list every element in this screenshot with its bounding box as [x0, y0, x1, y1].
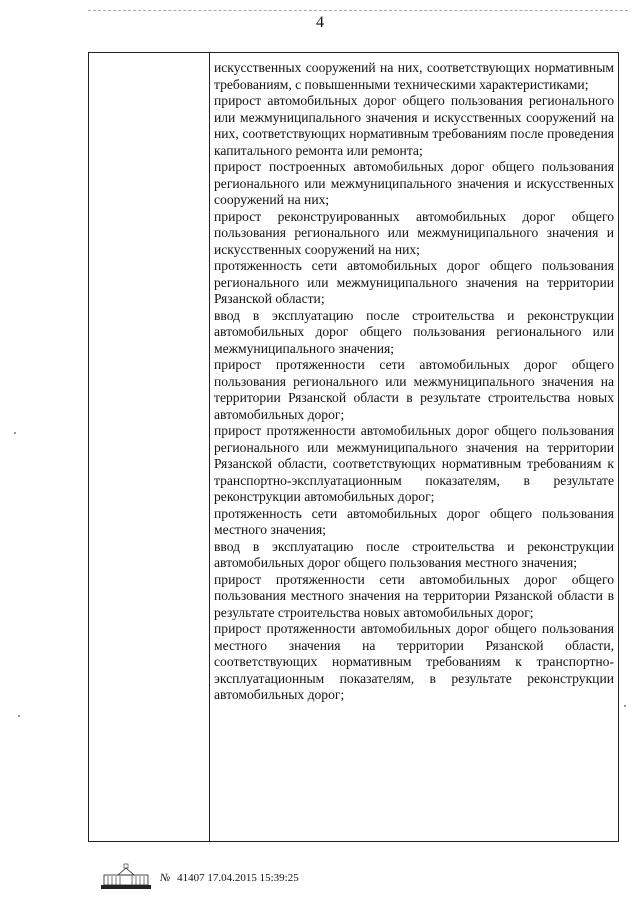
scan-speck [14, 432, 16, 434]
list-item: прирост построенных автомобильных дорог общего пользования регионального или межмуниципального значения и искусственных сооружений на них; [214, 159, 614, 207]
footer [98, 862, 498, 892]
list-item: ввод в эксплуатацию после строительства и реконструкции автомобильных дорог общего пользования местного значения; [214, 538, 614, 570]
list-item: прирост протяженности автомобильных дорог общего пользования регионального или межмуниципального значения на территории Рязанской области, соответствующих нормативным требованиям к транспортно-эксплуатационным показателям, в результате реконструкции автомобильных дорог; [214, 423, 614, 504]
registration-stamp [160, 872, 299, 884]
list-item: прирост автомобильных дорог общего пользования регионального или межмуниципального значения и искусственных сооружений на них, соответствующих нормативным требованиям после проведения капитального ремонта или ремонта; [214, 93, 614, 158]
page-number: 4 [316, 14, 324, 31]
list-item: искусственных сооружений на них, соответствующих нормативным требованиям, с повышенными техническими характеристиками; [214, 60, 614, 92]
doc-datetime: 17.04.2015 15:39:25 [207, 872, 299, 884]
building-logo-icon [98, 862, 154, 890]
table-left-cell [89, 53, 210, 841]
table-right-cell [210, 53, 618, 841]
list-item: прирост протяженности сети автомобильных дорог общего пользования регионального или межмуниципального значения на территории Рязанской области в результате строительства новых автомобильных дорог; [214, 357, 614, 422]
top-dashed-rule [88, 10, 628, 11]
number-sign: № [160, 872, 171, 884]
list-item: прирост протяженности автомобильных дорог общего пользования местного значения на территории Рязанской области, соответствующих нормативным требованиям к транспортно-эксплуатационным показателям, в результате реконструкции автомобильных дорог; [214, 621, 614, 702]
document-table [88, 52, 619, 842]
list-item: протяженность сети автомобильных дорог общего пользования регионального или межмуниципального значения на территории Рязанской области; [214, 258, 614, 306]
doc-number: 41407 [177, 872, 205, 884]
list-item: протяженность сети автомобильных дорог общего пользования местного значения; [214, 505, 614, 537]
scan-speck [18, 715, 20, 717]
scan-speck [624, 705, 626, 707]
list-item: прирост протяженности сети автомобильных дорог общего пользования местного значения на территории Рязанской области в результате строительства новых автомобильных дорог; [214, 571, 614, 620]
list-item: ввод в эксплуатацию после строительства и реконструкции автомобильных дорог общего пользования регионального или межмуниципального значения; [214, 307, 614, 356]
list-item: прирост реконструированных автомобильных дорог общего пользования регионального или межмуниципального значения и искусственных сооружений на них; [214, 208, 614, 257]
